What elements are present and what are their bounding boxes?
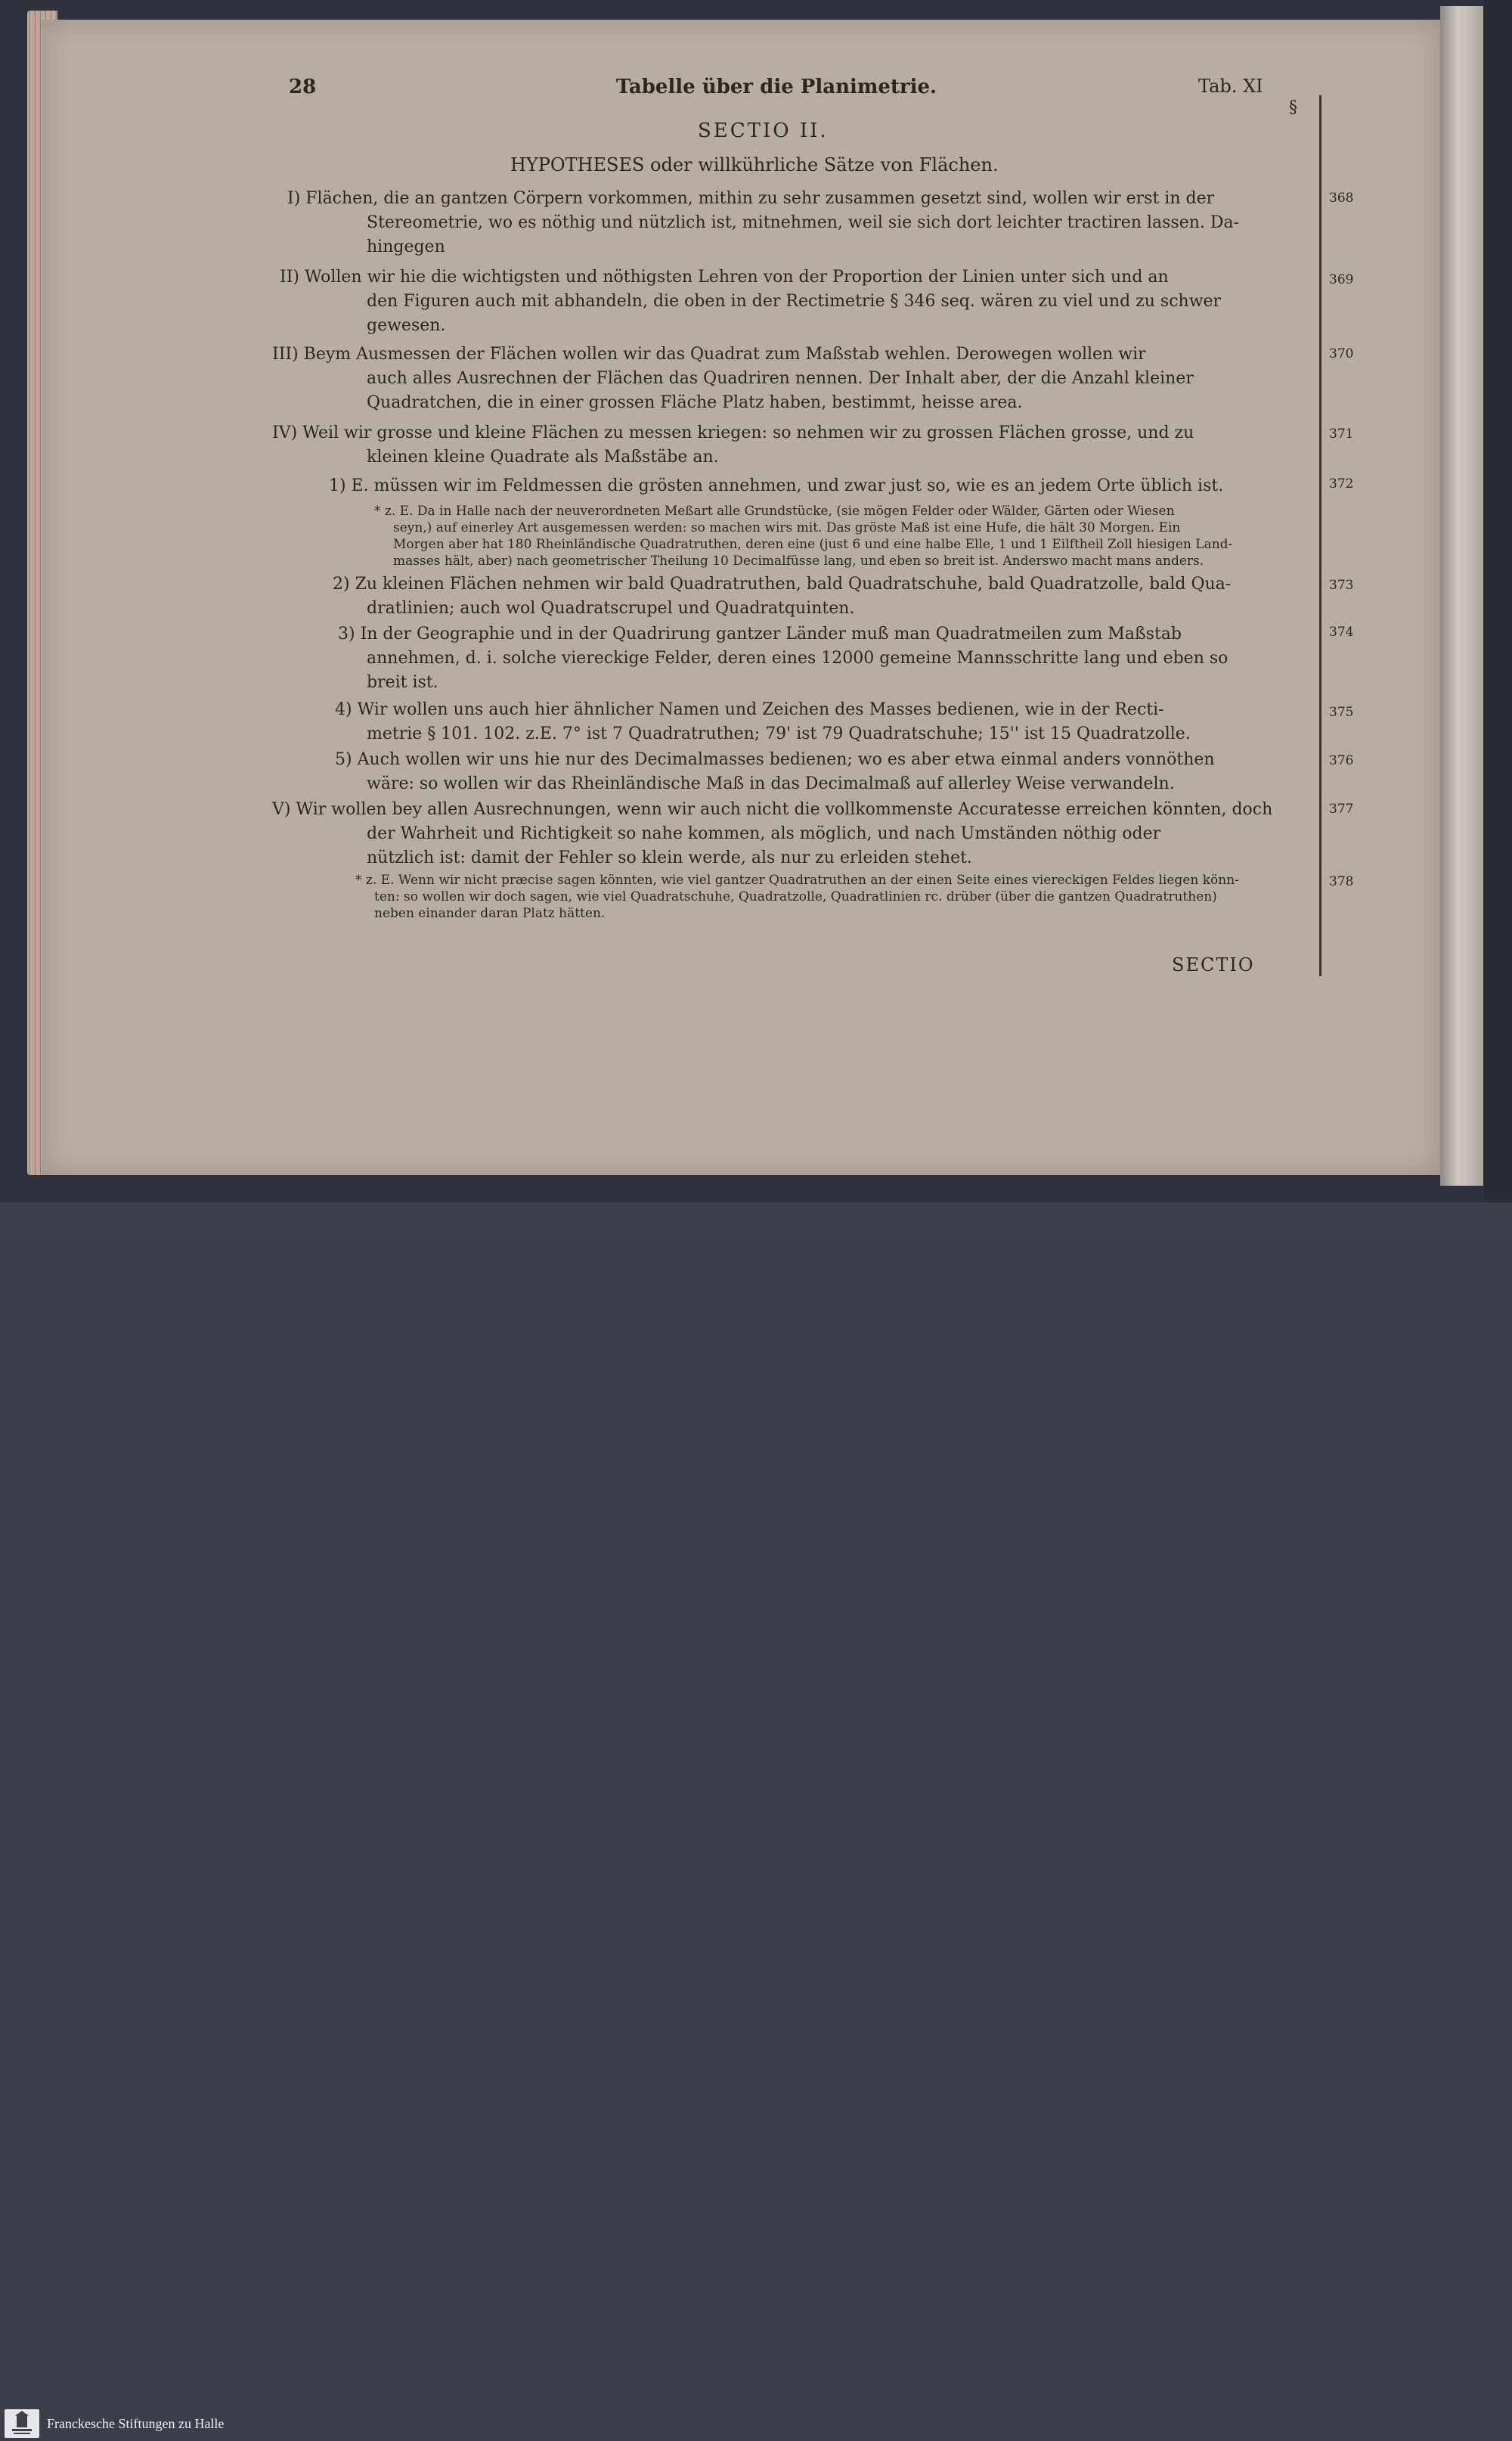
margin-number: 378 — [1329, 874, 1354, 889]
margin-number: 370 — [1329, 346, 1354, 361]
footnote-line: * z. E. Wenn wir nicht præcise sagen könnten, wie viel gantzer Quadratruthen an der einen Seite eines viereckigen Feldes liegen könn- — [355, 873, 1239, 888]
text-line: gewesen. — [367, 316, 446, 335]
footnote-line: ten: so wollen wir doch sagen, wie viel Quadratschuhe, Quadratzolle, Quadratlinien rc. drüber (über die gantzen Quadratruthen) — [374, 889, 1217, 904]
dark-margin-right — [1483, 0, 1512, 1202]
text-line: Quadratchen, die in einer grossen Fläche Platz haben, bestimmt, heisse area. — [367, 393, 1023, 412]
text-line: dratlinien; auch wol Quadratscrupel und Quadratquinten. — [367, 599, 855, 618]
margin-number: 374 — [1329, 625, 1354, 640]
margin-number: 369 — [1329, 272, 1354, 287]
footnote-line: seyn,) auf einerley Art ausgemessen werden: so machen wirs mit. Das gröste Maß ist eine Hufe, die hält 30 Morgen. Ein — [393, 520, 1181, 535]
text-line: 5) Auch wollen wir uns hie nur des Decimalmasses bedienen; wo es aber etwa einmal anders vonnöthen — [335, 750, 1215, 769]
footnote-line: * z. E. Da in Halle nach der neuverordneten Meßart alle Grundstücke, (sie mögen Felder oder Wälder, Gärten oder Wiesen — [374, 504, 1175, 519]
margin-rule — [1319, 95, 1321, 976]
text-line: den Figuren auch mit abhandeln, die oben in der Rectimetrie § 346 seq. wären zu viel und zu schwer — [367, 292, 1222, 311]
margin-number: 368 — [1329, 191, 1354, 206]
foundation-logo-icon — [5, 2409, 39, 2438]
text-line: annehmen, d. i. solche viereckige Felder, deren eines 12000 gemeine Mannsschritte lang und eben so — [367, 649, 1228, 668]
margin-number: 373 — [1329, 578, 1354, 593]
tab-label: Tab. XI — [1198, 76, 1263, 97]
text-line: 2) Zu kleinen Flächen nehmen wir bald Quadratruthen, bald Quadratschuhe, bald Quadratzolle, bald Qua- — [333, 575, 1232, 594]
margin-number: 371 — [1329, 426, 1354, 442]
scan-background — [0, 0, 1512, 1202]
text-line: metrie § 101. 102. z.E. 7° ist 7 Quadratruthen; 79' ist 79 Quadratschuhe; 15'' ist 15 Quadratzolle. — [367, 724, 1191, 743]
text-line: II) Wollen wir hie die wichtigsten und nöthigsten Lehren von der Proportion der Linien unter sich und an — [280, 268, 1169, 287]
margin-number: 377 — [1329, 802, 1354, 817]
text-line: IV) Weil wir grosse und kleine Flächen zu messen kriegen: so nehmen wir zu grossen Flächen grosse, und zu — [272, 423, 1194, 442]
text-line: I) Flächen, die an gantzen Cörpern vorkommen, mithin zu sehr zusammen gesetzt sind, wollen wir erst in der — [287, 189, 1215, 208]
section-symbol: § — [1289, 98, 1297, 117]
text-line: nützlich ist: damit der Fehler so klein werde, als nur zu erleiden stehet. — [367, 848, 972, 867]
text-line: Stereometrie, wo es nöthig und nützlich ist, mitnehmen, weil sie sich dort leichter tractiren lassen. Da- — [367, 213, 1240, 232]
text-line: 3) In der Geographie und in der Quadrirung gantzer Länder muß man Quadratmeilen zum Maßstab — [338, 625, 1182, 644]
margin-number: 376 — [1329, 753, 1354, 768]
footnote-line: masses hält, aber) nach geometrischer Theilung 10 Decimalfüsse lang, und eben so breit ist. Anderswo macht mans anders. — [393, 554, 1204, 569]
text-line: 1) E. müssen wir im Feldmessen die grösten annehmen, und zwar just so, wie es an jedem Orte üblich ist. — [329, 476, 1224, 495]
text-line: V) Wir wollen bey allen Ausrechnungen, wenn wir auch nicht die vollkommenste Accuratesse erreichen könnten, doch — [272, 800, 1273, 819]
text-line: hingegen — [367, 237, 445, 256]
page-number: 28 — [289, 76, 317, 98]
library-name: Franckesche Stiftungen zu Halle — [47, 2416, 225, 2431]
footer-bar — [0, 1202, 1512, 2431]
section-heading: SECTIO II. — [698, 119, 829, 142]
text-line: III) Beym Ausmessen der Flächen wollen wir das Quadrat zum Maßstab wehlen. Derowegen wollen wir — [272, 345, 1146, 364]
text-line: wäre: so wollen wir das Rheinländische Maß in das Decimalmaß auf allerley Weise verwandeln. — [367, 774, 1175, 793]
text-line: der Wahrheit und Richtigkeit so nahe kommen, als möglich, und nach Umständen nöthig oder — [367, 824, 1161, 843]
text-line: kleinen kleine Quadrate als Maßstäbe an. — [367, 448, 719, 467]
catchword: SECTIO — [1172, 954, 1255, 975]
book-right-edge — [1440, 6, 1486, 1186]
text-line: breit ist. — [367, 673, 438, 692]
margin-number: 372 — [1329, 476, 1354, 492]
page-header-title: Tabelle über die Planimetrie. — [616, 76, 937, 98]
subheading: HYPOTHESES oder willkührliche Sätze von Flächen. — [510, 154, 999, 175]
margin-number: 375 — [1329, 705, 1354, 720]
book-page — [42, 20, 1440, 1175]
text-line: auch alles Ausrechnen der Flächen das Quadriren nennen. Der Inhalt aber, der die Anzahl kleiner — [367, 369, 1194, 388]
text-line: 4) Wir wollen uns auch hier ähnlicher Namen und Zeichen des Masses bedienen, wie in der Recti- — [335, 700, 1164, 719]
footnote-line: neben einander daran Platz hätten. — [374, 906, 606, 921]
footnote-line: Morgen aber hat 180 Rheinländische Quadratruthen, deren eine (just 6 und eine halbe Elle, 1 und 1 Eilftheil Zoll hiesigen Land- — [393, 537, 1233, 552]
